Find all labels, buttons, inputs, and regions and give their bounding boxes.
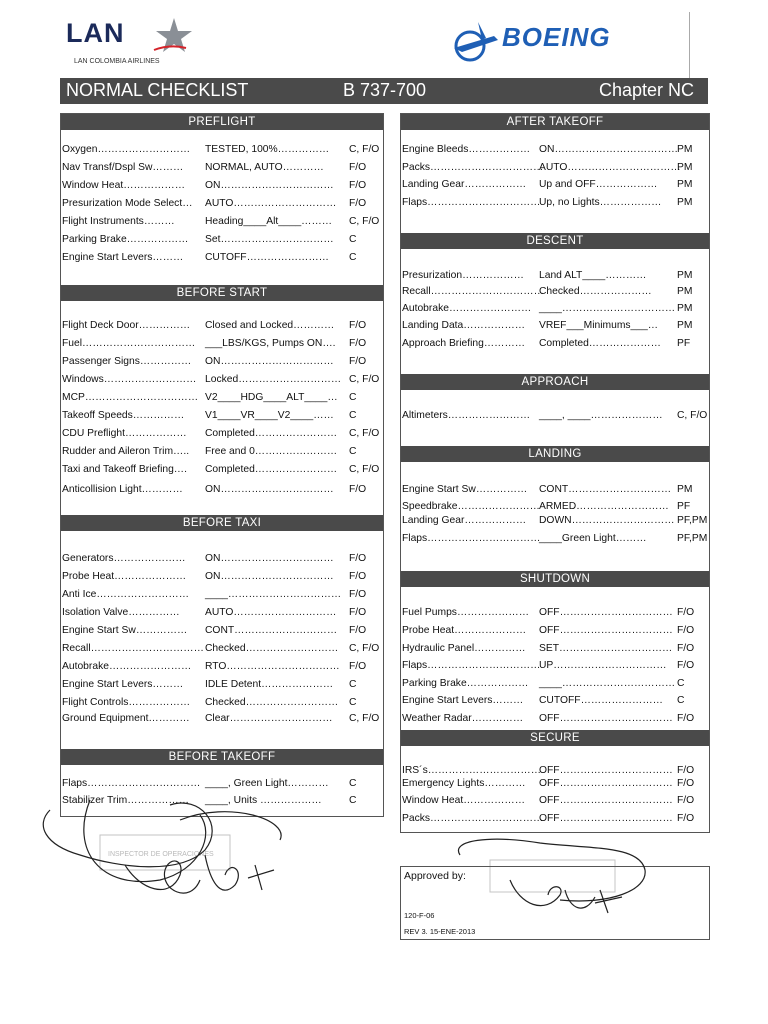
right-checklist-column xyxy=(400,113,710,833)
boeing-logo-text: BOEING xyxy=(502,22,611,52)
item-label: Probe Heat………………… xyxy=(62,571,187,582)
item-responsibility: C xyxy=(349,697,357,708)
section-header-after-takeoff: AFTER TAKEOFF xyxy=(401,114,709,130)
checklist-row xyxy=(62,464,382,479)
item-label: Flaps…………………………… xyxy=(402,197,541,208)
item-label: Engine Start Levers……… xyxy=(402,695,524,706)
section-header-preflight: PREFLIGHT xyxy=(61,114,383,130)
item-action: ____…………………………… xyxy=(539,678,676,689)
checklist-row xyxy=(402,625,708,640)
item-responsibility: C, F/O xyxy=(349,464,380,475)
item-action: ___LBS/KGS, Pumps ON…. xyxy=(205,338,336,349)
item-label: Ground Equipment………… xyxy=(62,713,190,724)
checklist-row xyxy=(62,392,382,407)
page-title: NORMAL CHECKLIST xyxy=(66,80,249,100)
checklist-row xyxy=(402,197,708,212)
item-responsibility: F/O xyxy=(349,320,367,331)
item-responsibility: C xyxy=(349,778,357,789)
item-label: Packs…………………………… xyxy=(402,162,544,173)
item-responsibility: PM xyxy=(677,144,693,155)
item-action: Closed and Locked………… xyxy=(205,320,335,331)
item-label: Speedbrake…………………… xyxy=(402,501,540,512)
item-responsibility: PM xyxy=(677,197,693,208)
item-responsibility: PF,PM xyxy=(677,533,708,544)
item-label: Flight Controls……………… xyxy=(62,697,191,708)
checklist-row xyxy=(402,533,708,548)
checklist-row xyxy=(62,410,382,425)
item-responsibility: C, F/O xyxy=(349,144,380,155)
item-action: ____Green Light……… xyxy=(539,533,647,544)
item-label: Autobrake…………………… xyxy=(402,303,532,314)
item-responsibility: C xyxy=(677,678,685,689)
item-responsibility: F/O xyxy=(349,589,367,600)
item-responsibility: C xyxy=(349,392,357,403)
item-action: ____, Green Light………… xyxy=(205,778,329,789)
item-label: Probe Heat………………… xyxy=(402,625,527,636)
item-label: Engine Start Sw…………… xyxy=(402,484,528,495)
item-label: Flight Instruments……… xyxy=(62,216,175,227)
checklist-row xyxy=(402,144,708,159)
item-responsibility: F/O xyxy=(349,338,367,349)
section-header-descent: DESCENT xyxy=(401,233,709,249)
item-action: Up and OFF……………… xyxy=(539,179,658,190)
chapter-label: Chapter NC xyxy=(598,80,694,100)
item-responsibility: F/O xyxy=(677,625,695,636)
item-responsibility: F/O xyxy=(349,180,367,191)
item-action: ON…………………………… xyxy=(205,553,334,564)
item-responsibility: PM xyxy=(677,303,693,314)
checklist-title-bar xyxy=(60,78,708,104)
signature-left xyxy=(30,770,330,920)
item-label: Parking Brake……………… xyxy=(402,678,529,689)
item-label: Fuel…………………………… xyxy=(62,338,196,349)
lan-subtitle: LAN COLOMBIA AIRLINES xyxy=(74,58,160,65)
item-label: Packs…………………………… xyxy=(402,813,544,824)
item-action: OFF…………………………… xyxy=(539,625,673,636)
checklist-row xyxy=(62,643,382,658)
item-action: CONT………………………… xyxy=(205,625,338,636)
left-checklist-column xyxy=(60,113,384,817)
item-label: Autobrake…………………… xyxy=(62,661,192,672)
aircraft-model: B 737-700 xyxy=(343,80,427,100)
divider xyxy=(689,12,690,78)
checklist-row xyxy=(62,356,382,371)
item-action: OFF…………………………… xyxy=(539,713,673,724)
item-label: Takeoff Speeds…………… xyxy=(62,410,185,421)
item-label: IRS´s…………………………… xyxy=(402,765,542,776)
boeing-logo xyxy=(448,18,678,70)
item-action: V1____VR____V2____…… xyxy=(205,410,334,421)
item-action: OFF…………………………… xyxy=(539,795,673,806)
item-action: IDLE Detent………………… xyxy=(205,679,334,690)
item-action: ____, ____………………… xyxy=(539,410,663,421)
item-label: Window Heat……………… xyxy=(62,180,186,191)
item-responsibility: C, F/O xyxy=(349,374,380,385)
item-label: Engine Start Levers……… xyxy=(62,252,184,263)
item-responsibility: C xyxy=(349,234,357,245)
item-label: Anticollision Light………… xyxy=(62,484,183,495)
item-label: Fuel Pumps………………… xyxy=(402,607,530,618)
item-responsibility: C xyxy=(349,252,357,263)
checklist-row xyxy=(62,144,382,159)
checklist-row xyxy=(62,553,382,568)
item-action: ON…………………………… xyxy=(205,180,334,191)
item-action: Up, no Lights……………… xyxy=(539,197,662,208)
checklist-row xyxy=(62,320,382,335)
item-label: Emergency Lights………… xyxy=(402,778,526,789)
item-action: SET…………………………… xyxy=(539,643,673,654)
item-action: UP…………………………… xyxy=(539,660,667,671)
checklist-row xyxy=(402,501,708,516)
item-responsibility: PM xyxy=(677,179,693,190)
item-responsibility: F/O xyxy=(349,625,367,636)
checklist-row xyxy=(402,678,708,693)
section-header-shutdown: SHUTDOWN xyxy=(401,571,709,587)
item-responsibility: F/O xyxy=(349,162,367,173)
item-responsibility: C, F/O xyxy=(677,410,708,421)
item-label: Passenger Signs…………… xyxy=(62,356,192,367)
item-action: Checked……………………… xyxy=(205,643,339,654)
item-action: Completed………………… xyxy=(539,338,661,349)
item-responsibility: F/O xyxy=(677,813,695,824)
checklist-row xyxy=(62,234,382,249)
item-label: Isolation Valve…………… xyxy=(62,607,180,618)
item-label: Landing Gear……………… xyxy=(402,515,527,526)
form-code: 120-F-06 xyxy=(404,911,435,920)
item-responsibility: C xyxy=(677,695,685,706)
item-label: Oxygen……………………… xyxy=(62,144,191,155)
checklist-row xyxy=(62,484,382,499)
checklist-row xyxy=(402,695,708,710)
item-label: Anti Ice……………………… xyxy=(62,589,190,600)
item-responsibility: PM xyxy=(677,270,693,281)
item-label: Flaps…………………………… xyxy=(62,778,201,789)
item-label: Recall…………………………… xyxy=(62,643,204,654)
item-label: Windows……………………… xyxy=(62,374,197,385)
item-action: DOWN………………………… xyxy=(539,515,675,526)
item-responsibility: PM xyxy=(677,162,693,173)
item-responsibility: F/O xyxy=(349,198,367,209)
item-action: AUTO………………………… xyxy=(205,198,337,209)
checklist-row xyxy=(402,286,708,301)
stamp-text: INSPECTOR DE OPERACIONES xyxy=(108,851,214,858)
item-label: Presurization……………… xyxy=(402,270,524,281)
item-action: ON…………………………… xyxy=(205,356,334,367)
checklist-row xyxy=(402,270,708,285)
item-action: CUTOFF…………………… xyxy=(539,695,663,706)
item-action: Locked………………………… xyxy=(205,374,342,385)
checklist-row xyxy=(402,410,708,425)
item-action: Checked……………………… xyxy=(205,697,339,708)
item-responsibility: F/O xyxy=(677,713,695,724)
item-action: Completed…………………… xyxy=(205,464,338,475)
boeing-emblem-icon xyxy=(448,18,500,70)
checklist-row xyxy=(62,428,382,443)
checklist-row xyxy=(62,661,382,676)
revision-label: REV 3. 15-ENE-2013 xyxy=(404,927,476,936)
item-action: Free and 0…………………… xyxy=(205,446,338,457)
item-label: Engine Start Levers……… xyxy=(62,679,184,690)
signature-right xyxy=(450,835,670,925)
item-responsibility: C xyxy=(349,795,357,806)
item-responsibility: C xyxy=(349,410,357,421)
item-action: NORMAL, AUTO………… xyxy=(205,162,324,173)
checklist-row xyxy=(62,446,382,461)
checklist-row xyxy=(402,778,708,793)
checklist-row xyxy=(402,515,708,530)
item-action: Clear………………………… xyxy=(205,713,333,724)
item-responsibility: F/O xyxy=(349,553,367,564)
item-label: Window Heat……………… xyxy=(402,795,526,806)
item-responsibility: PF,PM xyxy=(677,515,708,526)
checklist-row xyxy=(402,607,708,622)
item-action: Heading____Alt____……… xyxy=(205,216,333,227)
item-responsibility: F/O xyxy=(677,795,695,806)
checklist-row xyxy=(402,660,708,675)
item-action: ON…………………………… xyxy=(205,484,334,495)
item-responsibility: F/O xyxy=(677,643,695,654)
checklist-row xyxy=(402,713,708,728)
item-action: OFF…………………………… xyxy=(539,765,673,776)
item-action: ON……………………………… xyxy=(539,144,679,155)
item-action: CONT………………………… xyxy=(539,484,672,495)
section-header-before-takeoff: BEFORE TAKEOFF xyxy=(61,749,383,765)
item-responsibility: F/O xyxy=(677,660,695,671)
item-label: Flight Deck Door…………… xyxy=(62,320,191,331)
item-action: Set…………………………… xyxy=(205,234,334,245)
checklist-row xyxy=(402,303,708,318)
checklist-row xyxy=(62,374,382,389)
item-action: V2____HDG____ALT____… xyxy=(205,392,338,403)
checklist-row xyxy=(62,216,382,231)
item-responsibility: F/O xyxy=(677,607,695,618)
checklist-row xyxy=(62,198,382,213)
item-action: OFF…………………………… xyxy=(539,607,673,618)
item-responsibility: C xyxy=(349,446,357,457)
item-action: AUTO………………………… xyxy=(205,607,337,618)
item-label: MCP…………………………… xyxy=(62,392,199,403)
checklist-row xyxy=(62,180,382,195)
approved-by-label: Approved by: xyxy=(404,870,466,882)
item-label: Taxi and Takeoff Briefing…. xyxy=(62,464,187,475)
section-header-before-taxi: BEFORE TAXI xyxy=(61,515,383,531)
item-responsibility: PF xyxy=(677,501,691,512)
item-responsibility: C xyxy=(349,679,357,690)
item-label: Landing Gear……………… xyxy=(402,179,527,190)
section-header-secure: SECURE xyxy=(401,730,709,746)
checklist-row xyxy=(62,607,382,622)
checklist-row xyxy=(62,571,382,586)
checklist-row xyxy=(402,338,708,353)
checklist-row xyxy=(402,643,708,658)
item-action: VREF___Minimums___… xyxy=(539,320,659,331)
item-action: RTO…………………………… xyxy=(205,661,340,672)
checklist-row xyxy=(62,625,382,640)
item-label: Nav Transf/Dspl Sw……… xyxy=(62,162,184,173)
item-action: CUTOFF…………………… xyxy=(205,252,329,263)
item-label: Flaps…………………………… xyxy=(402,533,541,544)
item-responsibility: F/O xyxy=(349,571,367,582)
item-action: ON…………………………… xyxy=(205,571,334,582)
checklist-row xyxy=(402,484,708,499)
section-header-before-start: BEFORE START xyxy=(61,285,383,301)
item-responsibility: F/O xyxy=(349,484,367,495)
item-label: Parking Brake……………… xyxy=(62,234,189,245)
item-responsibility: F/O xyxy=(677,765,695,776)
checklist-row xyxy=(62,162,382,177)
item-label: Recall…………………………… xyxy=(402,286,544,297)
item-action: ____…………………………… xyxy=(205,589,342,600)
item-action: AUTO…………………………… xyxy=(539,162,681,173)
item-label: Landing Data……………… xyxy=(402,320,526,331)
item-action: OFF…………………………… xyxy=(539,813,673,824)
item-responsibility: C, F/O xyxy=(349,643,380,654)
item-action: TESTED, 100%…………… xyxy=(205,144,330,155)
item-label: Generators………………… xyxy=(62,553,186,564)
item-action: ____…………………………… xyxy=(539,303,676,314)
item-label: Altimeters…………………… xyxy=(402,410,531,421)
checklist-row xyxy=(402,795,708,810)
checklist-row xyxy=(402,162,708,177)
lan-logo-text: LAN xyxy=(66,18,125,48)
item-action: OFF…………………………… xyxy=(539,778,673,789)
item-label: Engine Bleeds……………… xyxy=(402,144,531,155)
item-responsibility: C, F/O xyxy=(349,216,380,227)
checklist-row xyxy=(62,338,382,353)
checklist-row xyxy=(402,320,708,335)
item-label: Engine Start Sw…………… xyxy=(62,625,188,636)
item-label: CDU Preflight……………… xyxy=(62,428,187,439)
item-responsibility: PM xyxy=(677,484,693,495)
item-label: Approach Briefing………… xyxy=(402,338,526,349)
item-responsibility: PF xyxy=(677,338,691,349)
item-responsibility: F/O xyxy=(677,778,695,789)
section-header-landing: LANDING xyxy=(401,446,709,462)
star-icon xyxy=(152,18,192,56)
item-responsibility: C, F/O xyxy=(349,428,380,439)
checklist-row xyxy=(62,252,382,267)
item-label: Weather Radar…………… xyxy=(402,713,524,724)
checklist-row xyxy=(62,697,382,712)
item-label: Stabilizer Trim……………… xyxy=(62,795,190,806)
item-label: Flaps…………………………… xyxy=(402,660,541,671)
lan-logo xyxy=(66,18,196,70)
item-responsibility: F/O xyxy=(349,607,367,618)
item-label: Presurization Mode Select… xyxy=(62,198,193,209)
item-responsibility: PM xyxy=(677,286,693,297)
checklist-row xyxy=(402,813,708,828)
checklist-row xyxy=(62,679,382,694)
item-label: Rudder and Aileron Trim….. xyxy=(62,446,190,457)
checklist-row xyxy=(62,713,382,728)
item-responsibility: C, F/O xyxy=(349,713,380,724)
checklist-row xyxy=(402,179,708,194)
item-action: Land ALT____………… xyxy=(539,270,647,281)
item-responsibility: PM xyxy=(677,320,693,331)
item-action: ARMED……………………… xyxy=(539,501,669,512)
section-header-approach: APPROACH xyxy=(401,374,709,390)
checklist-row xyxy=(62,589,382,604)
item-action: ____, Units ……………… xyxy=(205,795,322,806)
item-action: Completed…………………… xyxy=(205,428,338,439)
item-responsibility: F/O xyxy=(349,661,367,672)
item-label: Hydraulic Panel…………… xyxy=(402,643,526,654)
item-responsibility: F/O xyxy=(349,356,367,367)
item-action: Checked………………… xyxy=(539,286,652,297)
